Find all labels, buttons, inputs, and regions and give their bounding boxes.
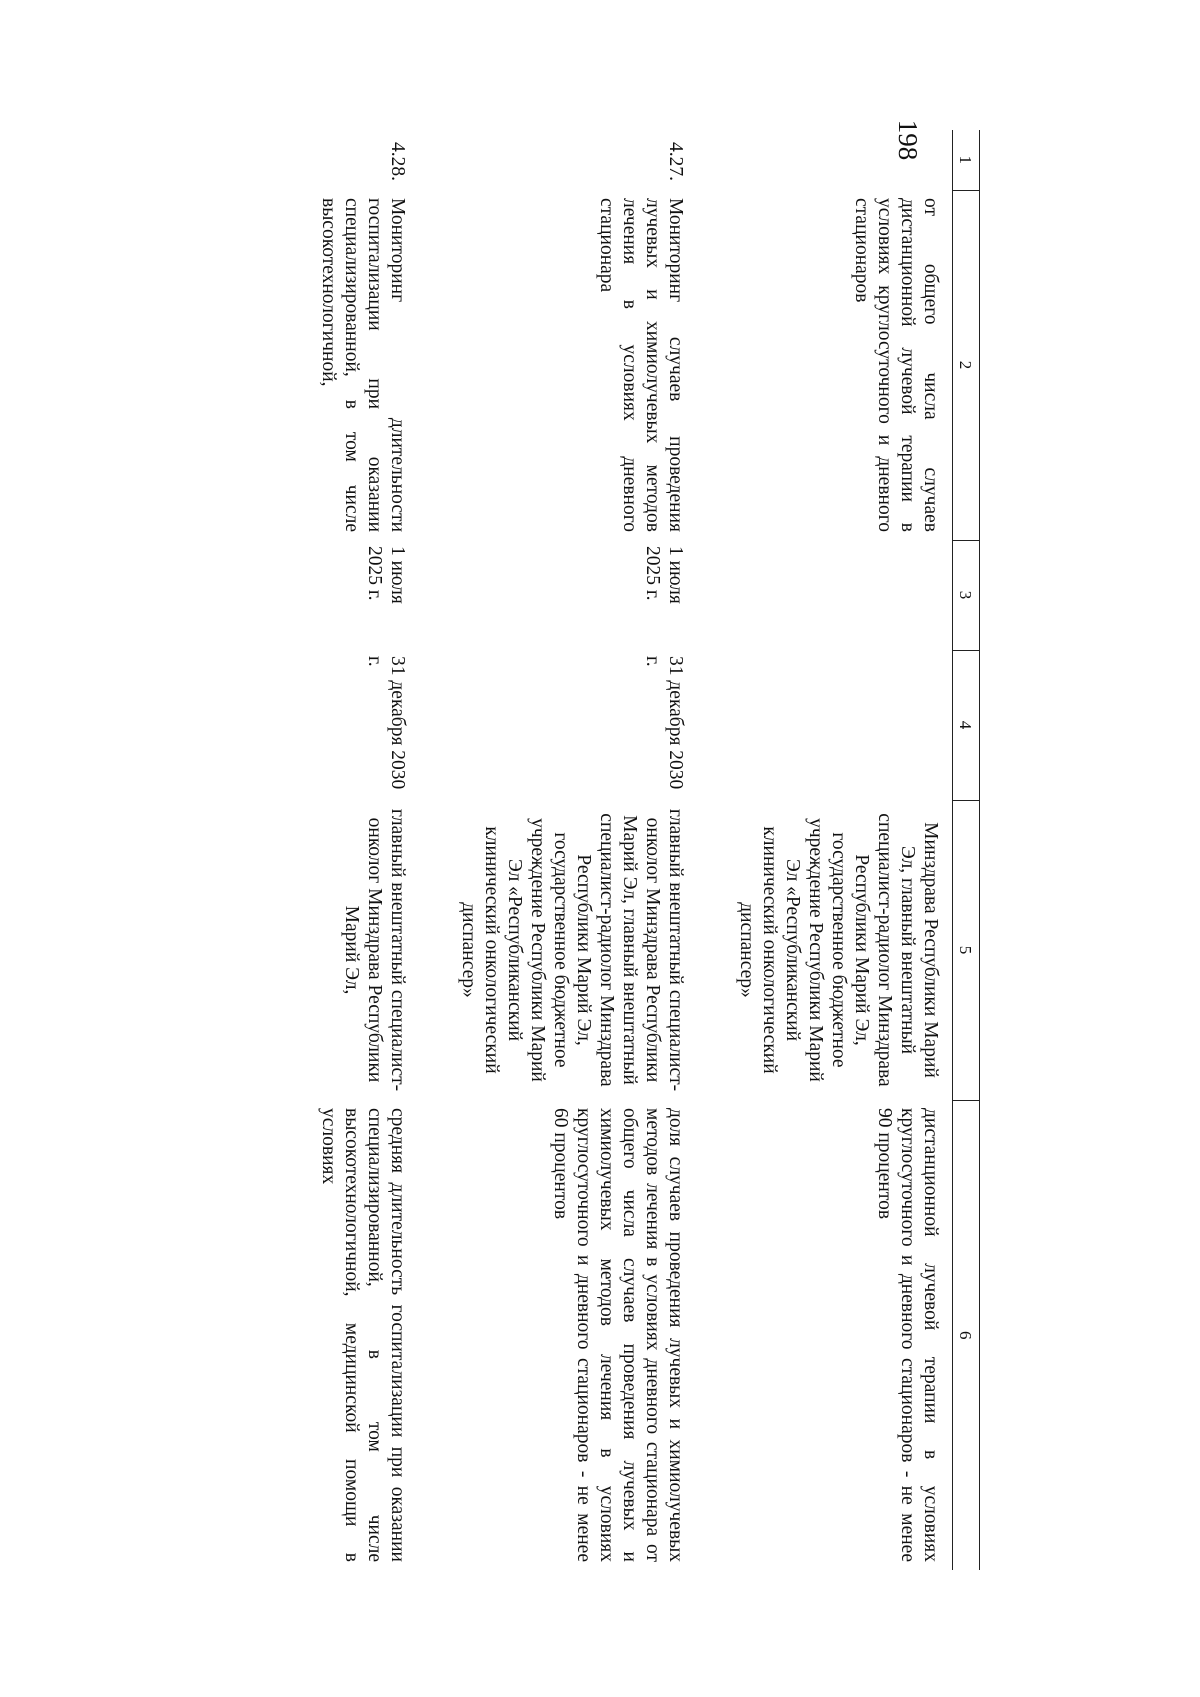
column-start-header: 3 (953, 540, 980, 650)
row-activity: Мониторинг случаев проведения лучевых и химиолучевых методов лечения в условиях дневного стационара (596, 198, 686, 532)
column-activity-header: 2 (953, 190, 980, 540)
column-responsible-header: 5 (953, 800, 980, 1100)
table-row (317, 130, 409, 1570)
plan-table (317, 130, 980, 1570)
row-end-date: 31 декабря 2030 г. (364, 656, 408, 790)
document-sheet (220, 130, 980, 1570)
row-activity: Мониторинг длительности госпитализации при оказании специализированной, в том числе высокотехнологичной, (318, 198, 408, 532)
row-number: 4.27. (665, 142, 686, 181)
row-number (735, 130, 953, 190)
column-end-header: 4 (953, 650, 980, 800)
table-row (457, 130, 687, 1570)
row-end-date (735, 650, 953, 800)
column-result-header: 6 (953, 1100, 980, 1570)
column-number-header: 1 (953, 130, 980, 190)
row-result: доля случаев проведения лучевых и химиолучевых методов лечения в условиях дневного стационара от общего числа случаев проведения лучевых и химиолучевых методов лечения в условиях круглосуточного и дневного стационаров - не менее 60 процентов (550, 1108, 686, 1562)
row-responsible: главный внештатный специалист-онколог Минздрава Республики Марий Эл, (341, 808, 408, 1092)
row-result: средняя длительность госпитализации при оказании специализированной, в том числе высокотехнологичной, медицинской помощи в условиях (318, 1108, 408, 1562)
table-row (735, 130, 953, 1570)
row-start-date (735, 540, 953, 650)
row-responsible: главный внештатный специалист-онколог Минздрава Республики Марий Эл, главный внештатный специалист-радиолог Минздрава Республики Марий Эл, государственное бюджетное учреждение Республики Марий Эл «Республиканский клинический онкологический диспансер» (458, 808, 686, 1092)
row-number: 4.28. (387, 142, 408, 181)
row-activity: от общего числа случаев дистанционной лучевой терапии в условиях круглосуточного и дневного стационаров (851, 198, 941, 532)
row-start-date: 1 июля 2025 г. (642, 546, 686, 604)
page-number: 198 (893, 119, 923, 161)
row-result: дистанционной лучевой терапии в условиях круглосуточного и дневного стационаров - не менее 90 процентов (874, 1108, 941, 1562)
row-end-date: 31 декабря 2030 г. (642, 656, 686, 790)
row-responsible: Минздрава Республики Марий Эл, главный внештатный специалист-радиолог Минздрава Республики Марий Эл, государственное бюджетное учреждение Республики Марий Эл «Республиканский клинический онкологический диспансер» (736, 813, 941, 1087)
table-header-row (953, 130, 980, 1570)
row-start-date: 1 июля 2025 г. (364, 546, 408, 604)
